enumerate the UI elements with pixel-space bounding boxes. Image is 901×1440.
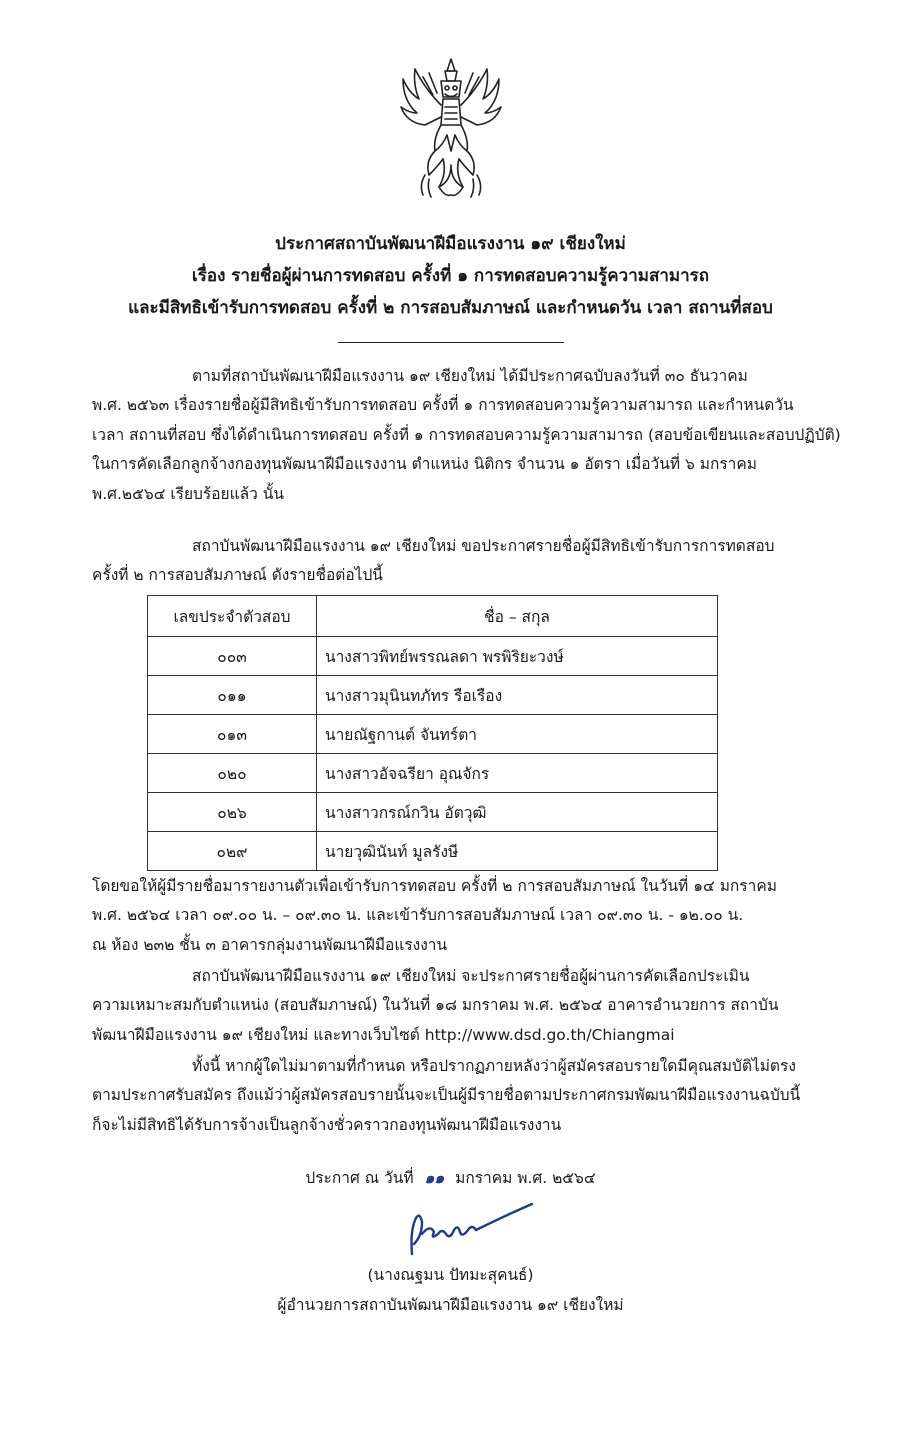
date-day: ๑๑ [424,1169,445,1187]
table-header-row [148,596,718,637]
exam-id-cell: ๐๒๐ [148,754,317,793]
exam-id-cell: ๐๒๙ [148,832,317,871]
table-row [148,754,718,793]
name-cell: นายณัฐกานต์ จันทร์ตา [317,715,718,754]
table-row [148,793,718,832]
name-cell: นางสาวมุนินทภัทร รือเรือง [317,676,718,715]
date-month-year: มกราคม พ.ศ. ๒๕๖๔ [455,1169,596,1187]
subject-line-1: เรื่อง รายชื่อผู้ผ่านการทดสอบ ครั้งที่ ๑ การทดสอบความรู้ความสามารถ [191,266,710,286]
table-row [148,832,718,871]
paragraph-background: ตามที่สถาบันพัฒนาฝีมือแรงงาน ๑๙ เชียงใหม่ ได้มีประกาศฉบับลงวันที่ ๓๐ ธันวาคม พ.ศ. ๒๕๖๓ เรื่องรายชื่อผู้มีสิทธิเข้ารับการทดสอบ ครั้งที่ ๑ การทดสอบความรู้ความสามารถ และกำหนดวัน เวลา สถานที่สอบ ซึ่งได้ดำเนินการทดสอบ ครั้งที่ ๑ การทดสอบความรู้ความสามารถ (สอบข้อเขียนและสอบปฏิบัติ) ในการคัดเลือกลูกจ้างกองทุนพัฒนาฝีมือแรงงาน ตำแหน่ง นิติกร จำนวน ๑ อัตรา เมื่อวันที่ ๖ มกราคม พ.ศ.๒๕๖๔ เรียบร้อยแล้ว นั้น [92,367,841,503]
announcement-date [0,1165,901,1190]
signer-position: ผู้อำนวยการสถาบันพัฒนาฝีมือแรงงาน ๑๙ เชียงใหม่ [277,1296,624,1314]
exam-id-cell: ๐๑๑ [148,676,317,715]
column-header-name: ชื่อ – สกุล [317,596,718,637]
name-cell: นายวุฒินันท์ มูลรังษี [317,832,718,871]
exam-id-cell: ๐๑๓ [148,715,317,754]
name-cell: นางสาวกรณ์กวิน อัตวุฒิ [317,793,718,832]
title-divider [338,342,564,343]
paragraph-report-schedule: โดยขอให้ผู้มีรายชื่อมารายงานตัวเพื่อเข้ารับการทดสอบ ครั้งที่ ๒ การสอบสัมภาษณ์ ในวันที่ ๑๔ มกราคม พ.ศ. ๒๕๖๔ เวลา ๐๙.๐๐ น. – ๐๙.๓๐ น. และเข้ารับการสอบสัมภาษณ์ เวลา ๐๙.๓๐ น. - ๑๒.๐๐ น. ณ ห้อง ๒๓๒ ชั้น ๓ อาคารกลุ่มงานพัฒนาฝีมือแรงงาน [92,877,777,954]
column-header-exam-id: เลขประจำตัวสอบ [148,596,317,637]
date-prefix: ประกาศ ณ วันที่ [305,1169,414,1187]
table-row [148,676,718,715]
paragraph-result-announcement: สถาบันพัฒนาฝีมือแรงงาน ๑๙ เชียงใหม่ จะประกาศรายชื่อผู้ผ่านการคัดเลือกประเมิน ความเหมาะสมกับตำแหน่ง (สอบสัมภาษณ์) ในวันที่ ๑๘ มกราคม พ.ศ. ๒๕๖๔ อาคารอำนวยการ สถาบัน พัฒนาฝีมือแรงงาน ๑๙ เชียงใหม่ และทางเว็บไซต์ http://www.dsd.go.th/Chiangmai [92,967,779,1044]
garuda-emblem-icon [395,55,507,203]
name-cell: นางสาวพิทย์พรรณลดา พรพิริยะวงษ์ [317,637,718,676]
table-row [148,637,718,676]
subject-line-2: และมีสิทธิเข้ารับการทดสอบ ครั้งที่ ๒ การสอบสัมภาษณ์ และกำหนดวัน เวลา สถานที่สอบ [128,298,773,318]
table-row [148,715,718,754]
announcement-title: ประกาศสถาบันพัฒนาฝีมือแรงงาน ๑๙ เชียงใหม่ [275,234,626,254]
candidate-table [147,595,718,871]
paragraph-conditions: ทั้งนี้ หากผู้ใดไม่มาตามที่กำหนด หรือปรากฏภายหลังว่าผู้สมัครสอบรายใดมีคุณสมบัติไม่ตรง ตามประกาศรับสมัคร ถึงแม้ว่าผู้สมัครสอบรายนั้นจะเป็นผู้มีรายชื่อตามประกาศกรมพัฒนาฝีมือแรงงานฉบับนี้ ก็จะไม่มีสิทธิได้รับการจ้างเป็นลูกจ้างชั่วคราวกองทุนพัฒนาฝีมือแรงงาน [92,1057,801,1134]
exam-id-cell: ๐๒๖ [148,793,317,832]
paragraph-intro-list: สถาบันพัฒนาฝีมือแรงงาน ๑๙ เชียงใหม่ ขอประกาศรายชื่อผู้มีสิทธิเข้ารับการการทดสอบ ครั้งที่ ๒ การสอบสัมภาษณ์ ดังรายชื่อต่อไปนี้ [92,537,775,585]
handwritten-signature [400,1200,535,1258]
name-cell: นางสาวอัจฉรียา อุณจักร [317,754,718,793]
signer-name: (นางณฐมน ปัทมะสุคนธ์) [367,1266,534,1284]
exam-id-cell: ๐๐๓ [148,637,317,676]
